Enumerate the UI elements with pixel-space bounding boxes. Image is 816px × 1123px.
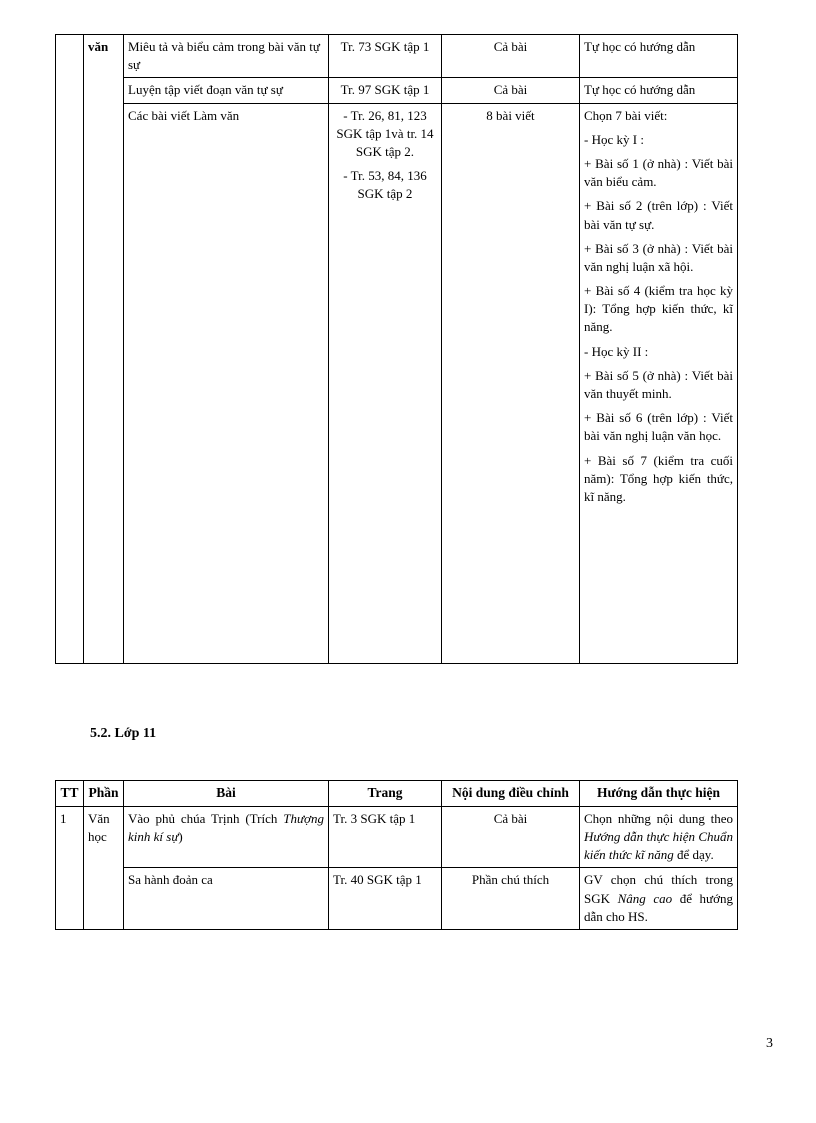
header-guide: Hướng dẫn thực hiện: [580, 781, 738, 807]
content-cell: Phần chú thích: [442, 868, 580, 930]
guide-line: + Bài số 5 (ở nhà) : Viết bài văn thuyết minh.: [584, 367, 733, 401]
lesson-cell: Sa hành đoản ca: [124, 868, 329, 930]
lesson-text: Vào phủ chúa Trịnh (Trích: [128, 810, 284, 826]
page-cell: Tr. 97 SGK tập 1: [329, 78, 442, 103]
page-cell: [329, 103, 442, 663]
guide-cell: Tự học có hướng dẫn: [580, 78, 738, 103]
page-ref: - Tr. 53, 84, 136 SGK tập 2: [343, 168, 427, 202]
guide-line: - Học kỳ II :: [584, 343, 649, 359]
lesson-cell: Các bài viết Làm văn: [124, 103, 329, 663]
header-part: Phần: [84, 781, 124, 807]
guide-italic: Nâng cao: [617, 890, 673, 906]
content-cell: 8 bài viết: [442, 103, 580, 663]
guide-line: + Bài số 6 (trên lớp) : Viết bài văn nghị luận văn học.: [584, 410, 733, 444]
lesson-text: ): [178, 829, 183, 845]
guide-line: + Bài số 4 (kiểm tra học kỳ I): Tổng hợp kiến thức, kĩ năng.: [584, 283, 733, 335]
part-cell: Văn học: [84, 806, 124, 929]
guide-cell: [580, 103, 738, 663]
guide-cell: Tự học có hướng dẫn: [580, 35, 738, 78]
lesson-cell: Miêu tả và biểu cảm trong bài văn tự sự: [124, 35, 329, 78]
guide-cell: [580, 868, 738, 930]
lesson-table-grade-11: [55, 780, 738, 930]
header-content: Nội dung điều chỉnh: [442, 781, 580, 807]
content-cell: Cả bài: [442, 78, 580, 103]
content-cell: Cả bài: [442, 806, 580, 868]
lesson-cell: [124, 806, 329, 868]
table-row: [56, 35, 738, 78]
header-page: Trang: [329, 781, 442, 807]
part-cell: văn: [84, 35, 124, 664]
page-cell: Tr. 3 SGK tập 1: [329, 806, 442, 868]
guide-italic: Hướng dẫn thực hiện Chuẩn kiến thức kĩ năng: [584, 829, 733, 863]
table-row: [56, 868, 738, 930]
header-tt: TT: [56, 781, 84, 807]
table-row: [56, 806, 738, 868]
header-lesson: Bài: [124, 781, 329, 807]
page-ref: - Tr. 26, 81, 123 SGK tập 1và tr. 14 SGK tập 2.: [336, 107, 434, 159]
guide-text: để hướng dẫn cho HS.: [584, 890, 733, 924]
guide-line: + Bài số 3 (ở nhà) : Viết bài văn nghị luận xã hội.: [584, 240, 733, 274]
guide-line: - Học kỳ I :: [584, 131, 644, 147]
page-cell: Tr. 40 SGK tập 1: [329, 868, 442, 930]
guide-text: Chọn những nội dung theo: [584, 810, 733, 826]
page-number: 3: [766, 1036, 773, 1051]
lesson-cell: Luyện tập viết đoạn văn tự sự: [124, 78, 329, 103]
page-cell: Tr. 73 SGK tập 1: [329, 35, 442, 78]
guide-line: + Bài số 1 (ở nhà) : Viết bài văn biểu cảm.: [584, 155, 733, 190]
guide-text: để dạy.: [673, 847, 714, 863]
lesson-italic: Thượng kinh kí sự: [128, 810, 324, 845]
guide-cell: [580, 806, 738, 868]
guide-text: GV chọn chú thích trong SGK: [584, 872, 733, 906]
table-header-row: [56, 781, 738, 807]
content-cell: Cả bài: [442, 35, 580, 78]
guide-line: Chọn 7 bài viết:: [584, 107, 668, 123]
guide-line: + Bài số 7 (kiểm tra cuối năm): Tổng hợp kiến thức, kĩ năng.: [584, 452, 733, 504]
guide-line: + Bài số 2 (trên lớp) : Viết bài văn tự sự.: [584, 198, 733, 232]
tt-cell: 1: [56, 806, 84, 929]
table-row: [56, 103, 738, 663]
section-title: 5.2. Lớp 11: [90, 726, 157, 741]
tt-cell: [56, 35, 84, 664]
lesson-table-continued: [55, 34, 738, 664]
table-row: [56, 78, 738, 103]
